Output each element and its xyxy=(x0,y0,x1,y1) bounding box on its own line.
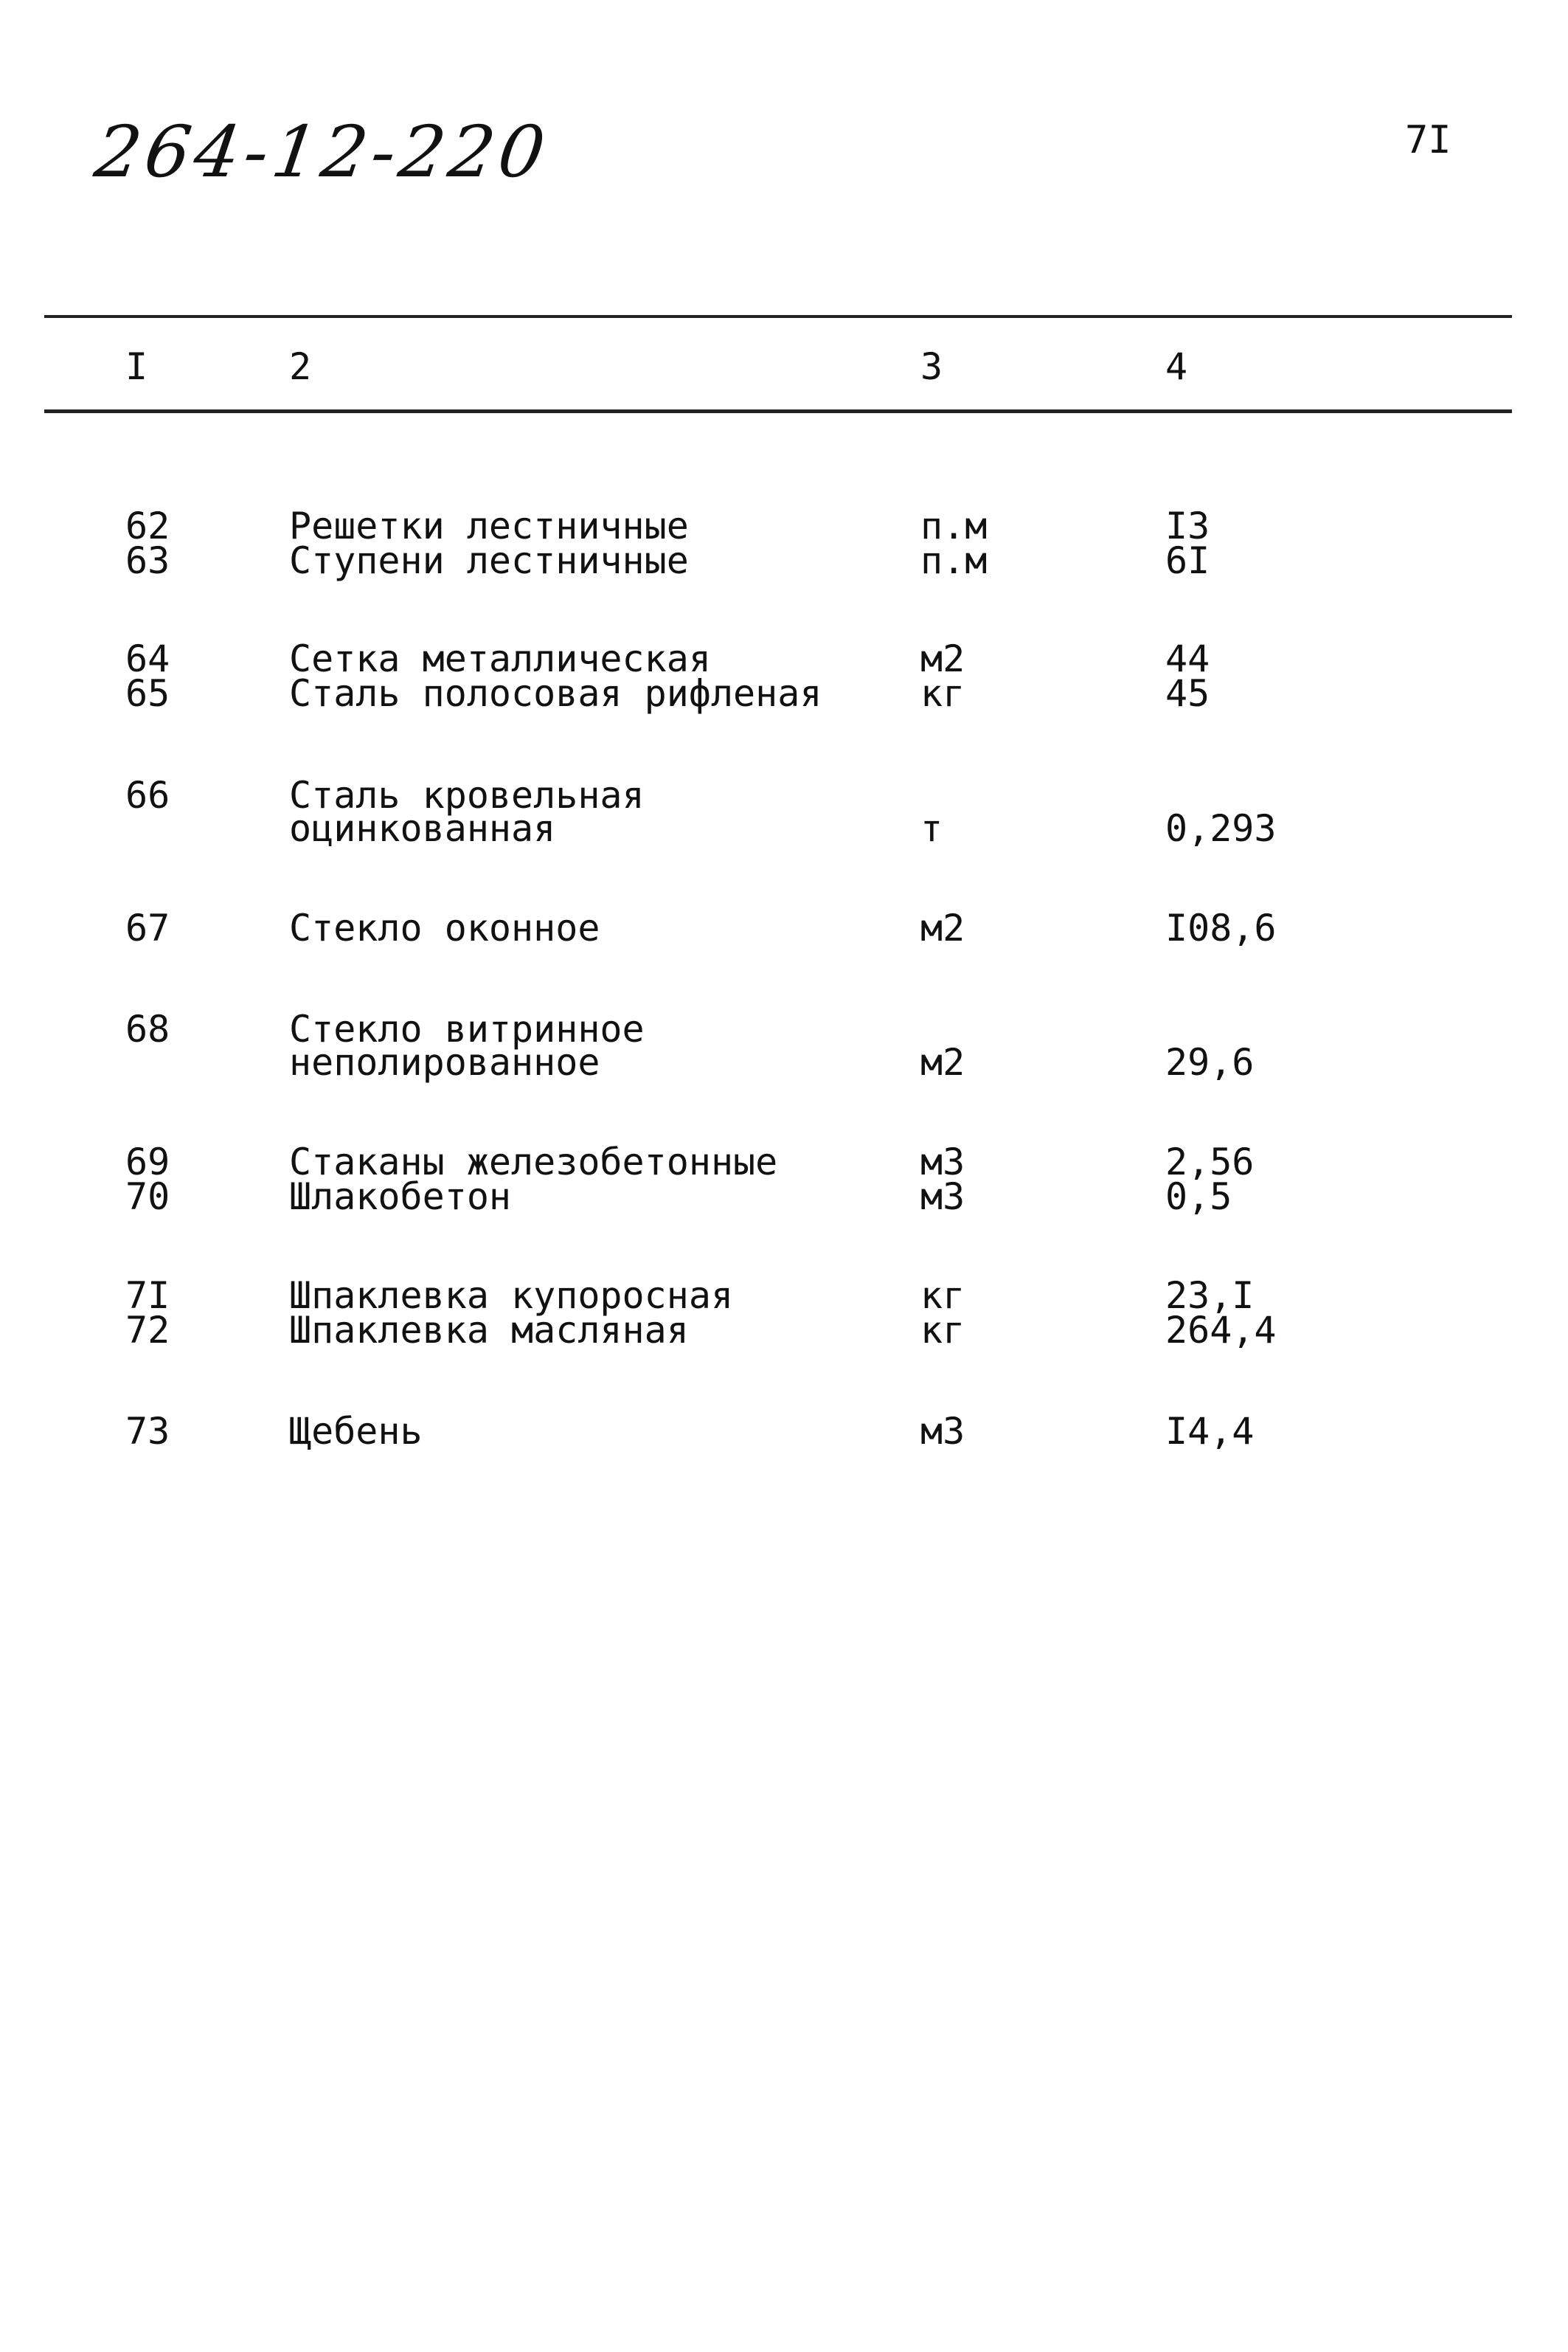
header-col-4: 4 xyxy=(1165,345,1188,388)
row-number: 67 xyxy=(125,907,170,950)
material-name-continuation: оцинкованная xyxy=(289,807,556,850)
row-number: 73 xyxy=(125,1410,170,1453)
unit: м3 xyxy=(920,1410,965,1453)
row-number: 64 xyxy=(125,637,170,680)
row-number: 66 xyxy=(125,774,170,817)
quantity: 0,293 xyxy=(1165,807,1277,850)
row-number: 69 xyxy=(125,1141,170,1183)
header-col-3: 3 xyxy=(920,345,943,388)
unit: м2 xyxy=(920,907,965,950)
quantity: I4,4 xyxy=(1165,1410,1255,1453)
material-name: Сталь полосовая рифленая xyxy=(289,672,822,715)
quantity: 2,56 xyxy=(1165,1141,1255,1183)
unit: кг xyxy=(920,672,965,715)
page-number: 7I xyxy=(1405,118,1451,162)
unit: м3 xyxy=(920,1175,965,1218)
material-name: Шлакобетон xyxy=(289,1175,512,1218)
row-number: 65 xyxy=(125,672,170,715)
material-name: Ступени лестничные xyxy=(289,539,689,582)
material-name-continuation: неполированное xyxy=(289,1041,600,1084)
row-number: 63 xyxy=(125,539,170,582)
material-name: Щебень xyxy=(289,1410,423,1453)
quantity: 29,6 xyxy=(1165,1041,1255,1084)
unit: м2 xyxy=(920,637,965,680)
quantity: 23,I xyxy=(1165,1274,1255,1317)
material-name: Стаканы железобетонные xyxy=(289,1141,778,1183)
material-name: Шпаклевка купоросная xyxy=(289,1274,734,1317)
material-name: Сталь кровельная xyxy=(289,774,645,817)
quantity: 264,4 xyxy=(1165,1309,1277,1352)
row-number: 68 xyxy=(125,1008,170,1051)
row-number: 7I xyxy=(125,1274,170,1317)
header-col-2: 2 xyxy=(289,345,312,388)
quantity: 44 xyxy=(1165,637,1210,680)
row-number: 70 xyxy=(125,1175,170,1218)
unit: п.м xyxy=(920,505,988,547)
material-name: Стекло витринное xyxy=(289,1008,645,1051)
quantity: 6I xyxy=(1165,539,1210,582)
unit: кг xyxy=(920,1309,965,1352)
quantity: 45 xyxy=(1165,672,1210,715)
row-number: 62 xyxy=(125,505,170,547)
quantity: I3 xyxy=(1165,505,1210,547)
quantity: I08,6 xyxy=(1165,907,1277,950)
material-name: Стекло оконное xyxy=(289,907,600,950)
material-name: Сетка металлическая xyxy=(289,637,711,680)
row-number: 72 xyxy=(125,1309,170,1352)
quantity: 0,5 xyxy=(1165,1175,1232,1218)
material-name: Решетки лестничные xyxy=(289,505,689,547)
table-top-rule xyxy=(44,315,1512,318)
table-header-rule xyxy=(44,409,1512,413)
unit: м2 xyxy=(920,1041,965,1084)
unit: кг xyxy=(920,1274,965,1317)
unit: т xyxy=(920,807,943,850)
unit: п.м xyxy=(920,539,988,582)
document-code: 264-12-220 xyxy=(90,111,555,193)
material-name: Шпаклевка масляная xyxy=(289,1309,689,1352)
header-col-1: I xyxy=(125,345,148,388)
unit: м3 xyxy=(920,1141,965,1183)
